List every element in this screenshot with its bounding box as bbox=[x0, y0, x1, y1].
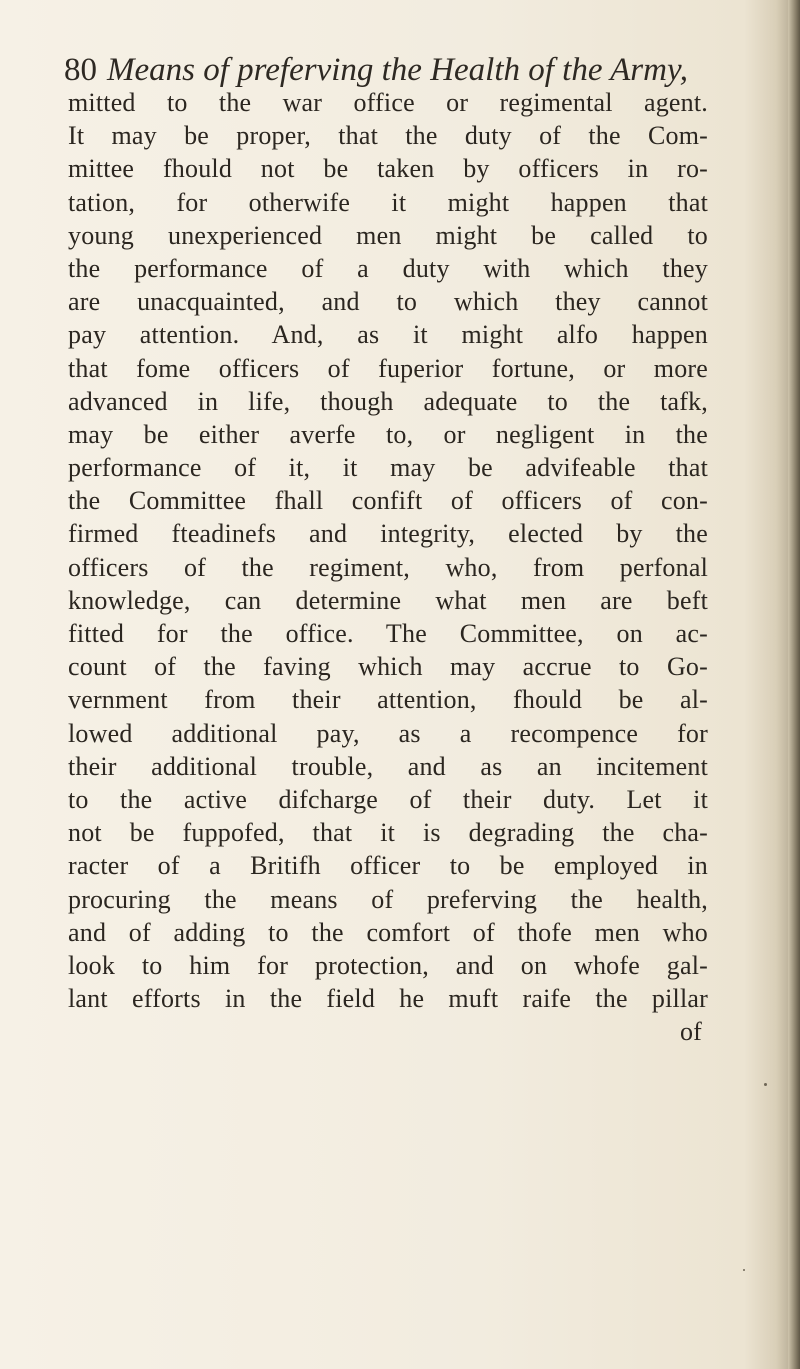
body-text bbox=[68, 86, 708, 1048]
text-line: the performance of a duty with which they bbox=[68, 253, 708, 283]
text-line: pay attention. And, as it might alfo happen bbox=[68, 320, 708, 350]
text-line: knowledge, can determine what men are beft bbox=[68, 585, 708, 615]
text-line: mitted to the war office or regimental agent. bbox=[68, 88, 708, 117]
text-line: count of the faving which may accrue to Go- bbox=[68, 652, 708, 682]
text-line: look to him for protection, and on whofe gal- bbox=[68, 950, 708, 980]
text-line: vernment from their attention, fhould be al- bbox=[68, 685, 708, 715]
text-line: procuring the means of preferving the health, bbox=[68, 884, 708, 914]
text-line: firmed fteadinefs and integrity, elected by the bbox=[68, 519, 708, 549]
text-line: young unexperienced men might be called to bbox=[68, 220, 708, 250]
text-line: to the active difcharge of their duty. Let it bbox=[68, 784, 708, 814]
text-line: officers of the regiment, who, from perfonal bbox=[68, 552, 708, 582]
text-line: racter of a Britifh officer to be employed in bbox=[68, 851, 708, 881]
text-line: not be fuppofed, that it is degrading the cha- bbox=[68, 818, 708, 848]
text-line: lant efforts in the field he muft raife the pillar bbox=[68, 984, 708, 1014]
text-line: It may be proper, that the duty of the Com- bbox=[68, 121, 708, 151]
text-line: may be either averfe to, or negligent in the bbox=[68, 419, 708, 449]
text-line: fitted for the office. The Committee, on ac- bbox=[68, 619, 708, 648]
paper-speck bbox=[743, 1269, 745, 1271]
text-line: and of adding to the comfort of thofe men who bbox=[68, 917, 708, 947]
catchword: of bbox=[679, 1017, 702, 1047]
text-line: are unacquainted, and to which they cannot bbox=[68, 287, 708, 317]
paper-speck bbox=[764, 1083, 767, 1086]
page-number: 80 bbox=[64, 52, 97, 88]
page-edge-shadow bbox=[788, 0, 800, 1369]
text-line: lowed additional pay, as a recompence for bbox=[68, 718, 708, 748]
text-line: their additional trouble, and as an incitement bbox=[68, 751, 708, 781]
text-line: advanced in life, though adequate to the tafk, bbox=[68, 386, 708, 416]
text-line: mittee fhould not be taken by officers in ro- bbox=[68, 154, 708, 184]
text-line: that fome officers of fuperior fortune, or more bbox=[68, 353, 708, 383]
text-line: performance of it, it may be advifeable that bbox=[68, 453, 708, 483]
running-title: Means of preferving the Health of the Army, bbox=[107, 52, 689, 88]
text-line: the Committee fhall confift of officers of con- bbox=[68, 486, 708, 516]
text-line: tation, for otherwife it might happen that bbox=[68, 187, 708, 217]
